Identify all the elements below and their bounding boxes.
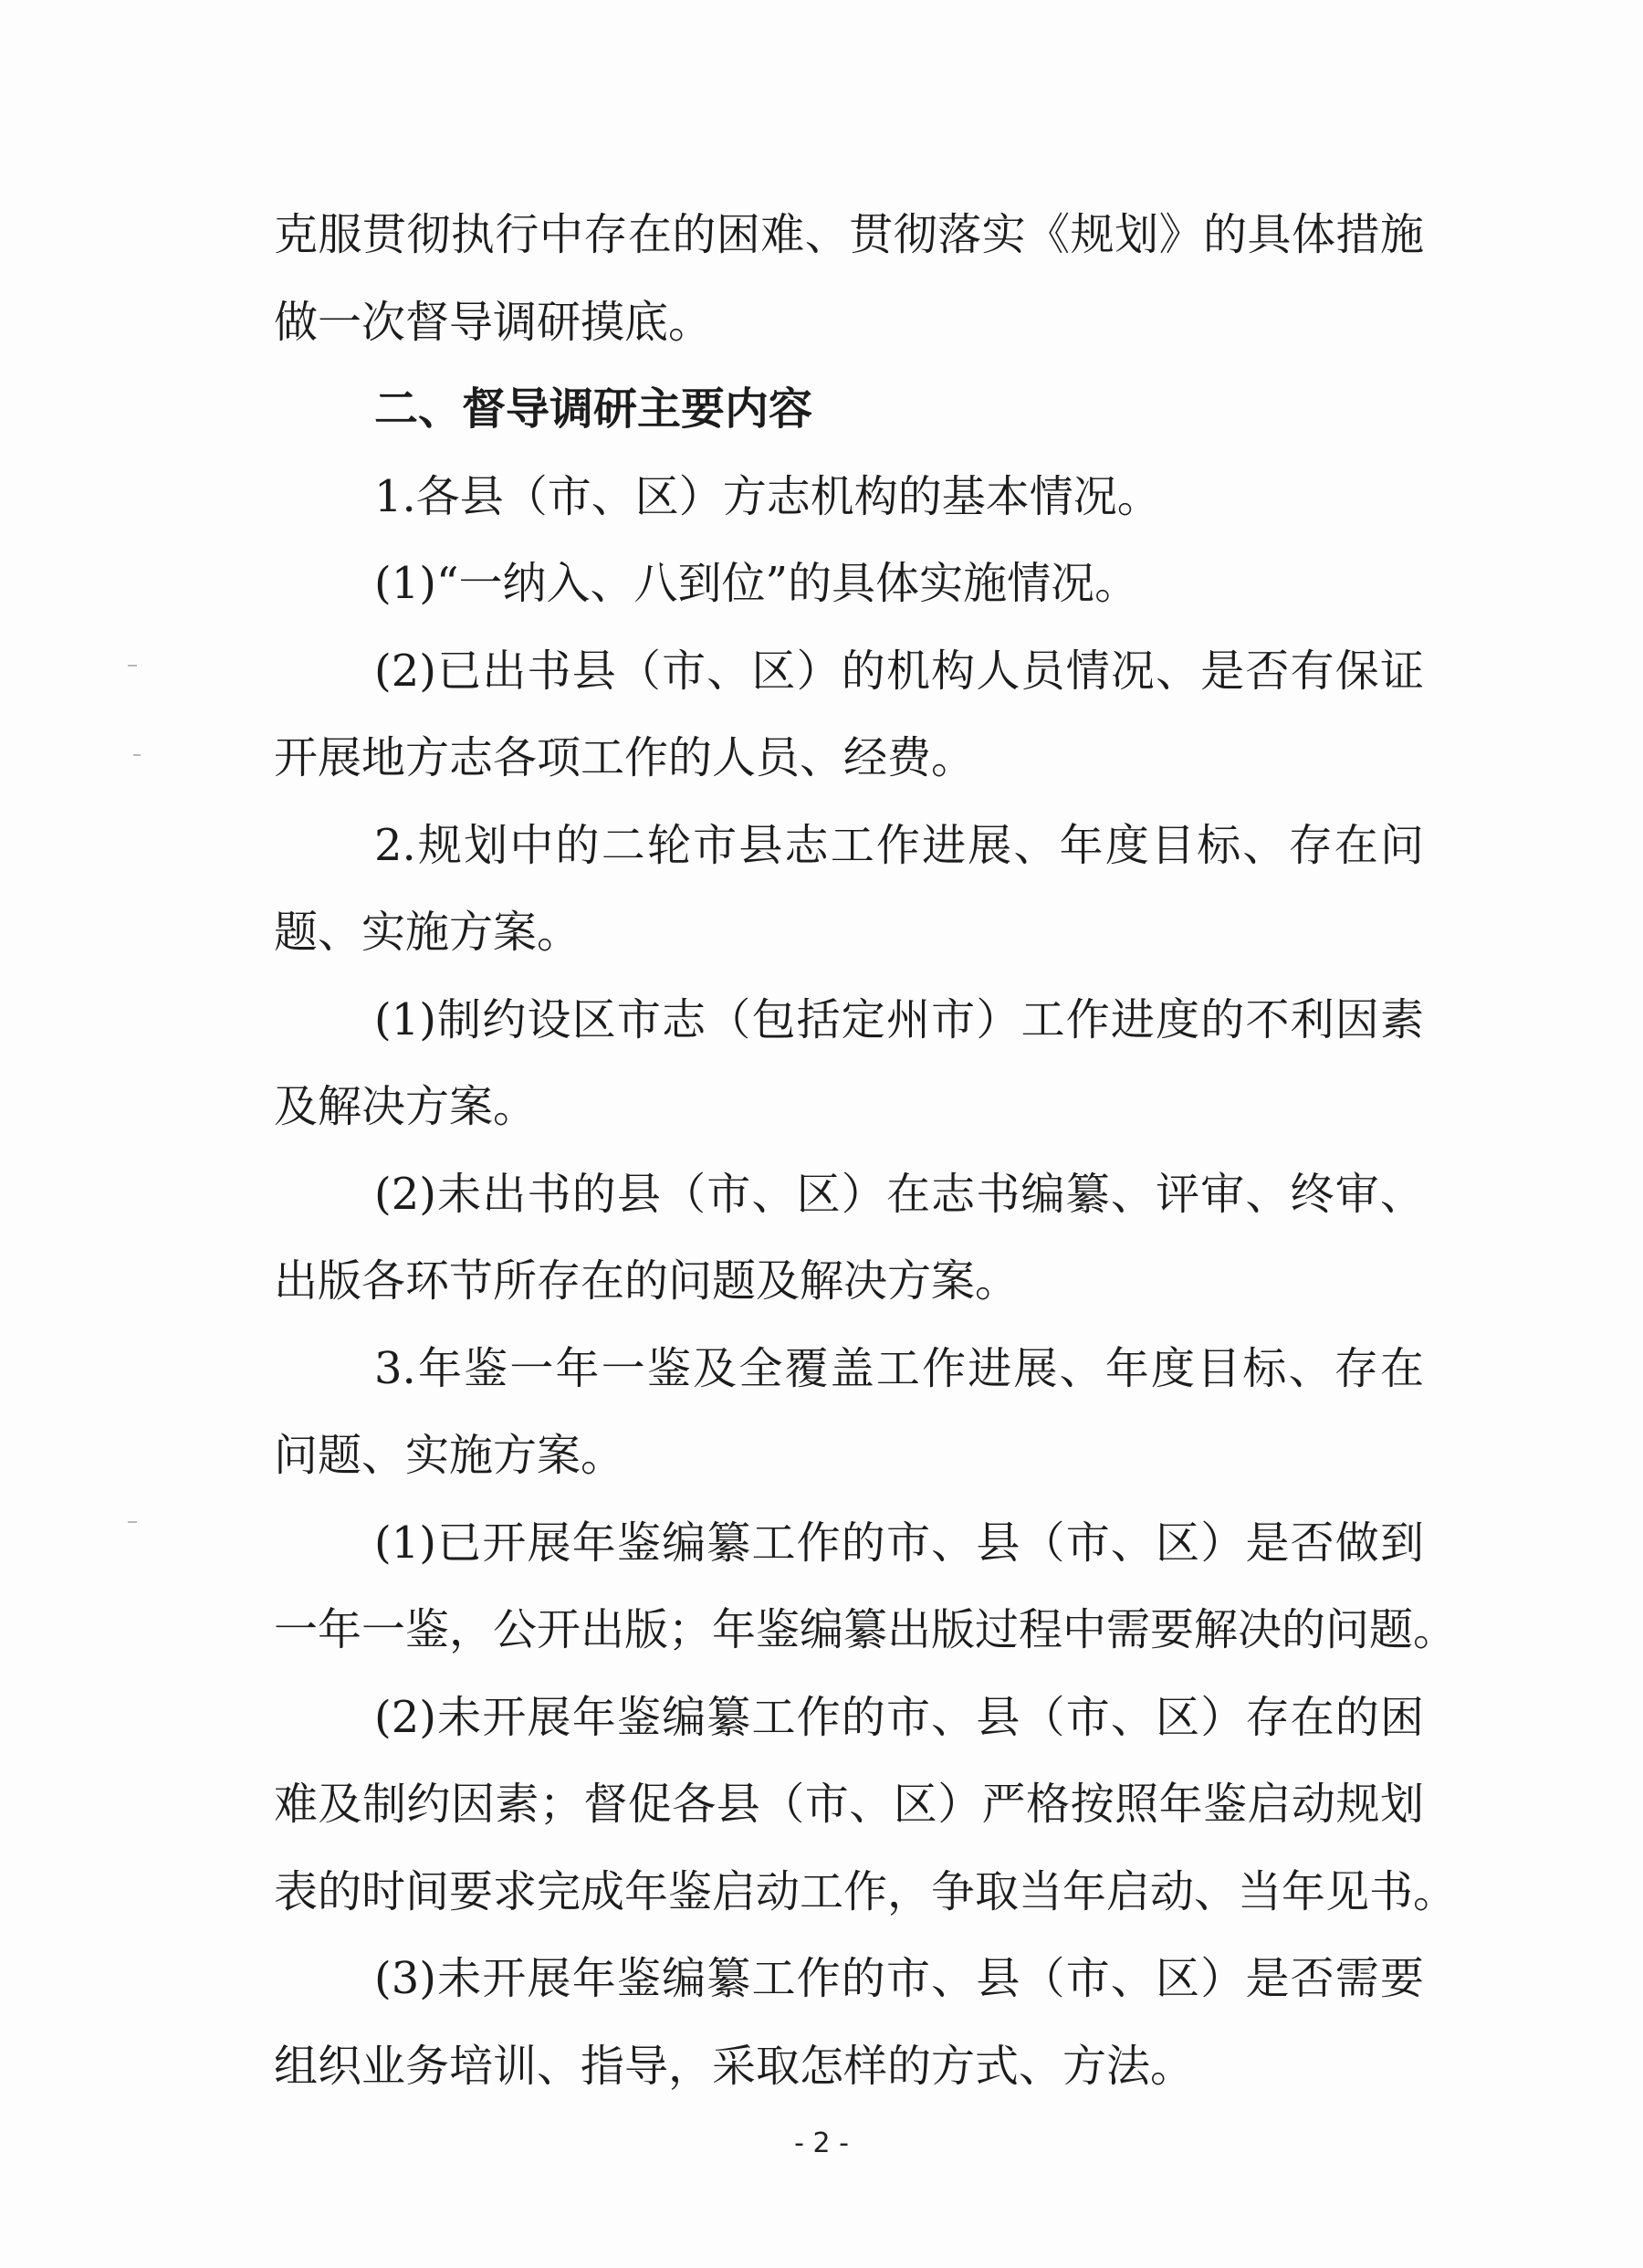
text-line: 3.年鉴一年一鉴及全覆盖工作进展、年度目标、存在: [374, 1342, 1424, 1394]
scan-speck: [128, 665, 137, 667]
text-line: (1)“一纳入、八到位”的具体实施情况。: [374, 558, 1139, 609]
text-line: 出版各环节所存在的问题及解决方案。: [274, 1255, 1020, 1307]
text-line: (2)未开展年鉴编纂工作的市、县（市、区）存在的困: [374, 1691, 1424, 1743]
text-line: (2)已出书县（市、区）的机构人员情况、是否有保证: [374, 645, 1424, 697]
section-heading: 二、督导调研主要内容: [374, 383, 813, 435]
text-line: 题、实施方案。: [274, 907, 581, 958]
scan-speck: [133, 754, 141, 756]
scan-speck: [128, 1521, 137, 1523]
text-line: 及解决方案。: [274, 1081, 538, 1132]
text-line: 难及制约因素；督促各县（市、区）严格按照年鉴启动规划: [274, 1779, 1424, 1830]
text-line: 表的时间要求完成年鉴启动工作，争取当年启动、当年见书。: [274, 1865, 1458, 1917]
text-line: 组织业务培训、指导，采取怎样的方式、方法。: [274, 2040, 1195, 2092]
text-line: 开展地方志各项工作的人员、经费。: [274, 732, 976, 783]
page-number: - 2 -: [794, 2127, 849, 2159]
text-line: 克服贯彻执行中存在的困难、贯彻落实《规划》的具体措施: [274, 209, 1424, 260]
text-line: 做一次督导调研摸底。: [274, 296, 713, 348]
text-line: 问题、实施方案。: [274, 1430, 625, 1481]
text-line: (3)未开展年鉴编纂工作的市、县（市、区）是否需要: [374, 1953, 1424, 2004]
text-line: (1)已开展年鉴编纂工作的市、县（市、区）是否做到: [374, 1517, 1424, 1569]
text-line: 1.各县（市、区）方志机构的基本情况。: [374, 470, 1161, 522]
text-line: (1)制约设区市志（包括定州市）工作进度的不利因素: [374, 993, 1424, 1045]
document-body: [274, 192, 1458, 2110]
text-line: 2.规划中的二轮市县志工作进展、年度目标、存在问: [374, 819, 1424, 871]
text-line: (2)未出书的县（市、区）在志书编纂、评审、终审、: [374, 1168, 1424, 1220]
text-line: 一年一鉴，公开出版；年鉴编纂出版过程中需要解决的问题。: [274, 1604, 1458, 1655]
